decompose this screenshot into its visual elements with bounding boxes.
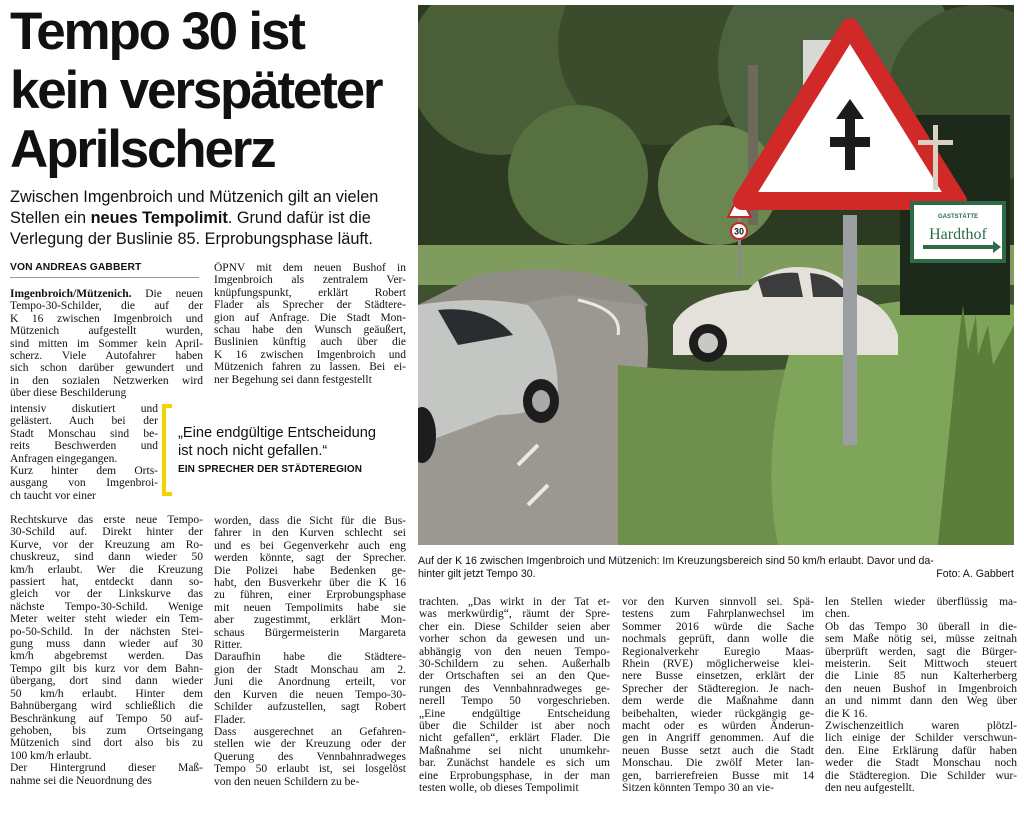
article-line: mit neuen Tempolimits habe sie xyxy=(214,601,406,614)
article-line: schaus Bürgermeisterin Margareta xyxy=(214,626,406,639)
article-line: Juni die Anordnung erteilt, vor xyxy=(214,676,406,689)
article-line: neuen Busse setzt auch die Stadt xyxy=(622,744,814,757)
article-line: Kurve, vor der Kreuzung am Ro- xyxy=(10,538,203,551)
article-line: Regionalverkehr Euregio Maas- xyxy=(622,645,814,658)
article-line: Ob das Tempo 30 überall in die- xyxy=(825,620,1017,633)
road-scene-illustration xyxy=(418,5,1014,545)
article-line: übergang, dort sind dann wieder xyxy=(10,675,203,688)
article-line: die Städteregion. Die Schilder wur- xyxy=(825,769,1017,782)
article-line: über die Schilder ist aber noch xyxy=(419,720,610,733)
article-column-1-wrap xyxy=(10,403,158,502)
subtitle-line: Zwischen Imgenbroich und Mützenich gilt an vielen xyxy=(10,188,379,206)
article-line: reits Beschwerden und xyxy=(10,440,158,453)
article-line: meisterin. Seit Mittwoch steuert xyxy=(825,658,1017,671)
article-line: ausgang von Imgenbroi- xyxy=(10,477,158,490)
headline-line: Aprilscherz xyxy=(10,120,275,179)
article-line: Rechtskurve das erste neue Tempo- xyxy=(10,514,203,526)
article-line: trachten. „Das wirkt in der Tat et- xyxy=(419,596,610,608)
article-line: nere Busse einsetzen, erklärt der xyxy=(622,670,814,683)
article-line: in den sozialen Netzwerken wird xyxy=(10,374,203,387)
article-line: Tempo 50 erlaubt ist, sei losgelöst xyxy=(214,763,406,776)
article-line: gion der Stadt Monschau am 2. xyxy=(214,663,406,676)
article-line: Sitzen könnten Tempo 30 an vie- xyxy=(622,782,774,795)
article-line: beibehalten, wieder rückgängig ge- xyxy=(622,707,814,720)
article-line: der Ortschaften sei an den Que- xyxy=(419,670,610,683)
article-line: testen wolle, ob dieses Tempolimit xyxy=(419,782,579,795)
article-line: den Kurven die neuen Tempo-30- xyxy=(214,688,406,701)
article-line: sich schon darüber gewundert und xyxy=(10,362,203,375)
article-line: abhängig von den neuen Tempo- xyxy=(419,645,610,658)
article-line: Meter weiter steht wieder ein Tem- xyxy=(10,613,203,626)
article-line: Maßnahme sei nicht unumkehr- xyxy=(419,744,610,757)
article-line: gelästert. Auch bei der xyxy=(10,415,158,428)
article-line: nächste Tempo-30-Schild. Wenige xyxy=(10,600,203,613)
article-line: nochmals geprüft, dann wolle die xyxy=(622,633,814,646)
quote-bracket xyxy=(162,404,172,496)
article-line: vorher schon da gewesen und un- xyxy=(419,633,610,646)
article-line: Mützenich fahren zu lassen. Bei ei- xyxy=(214,361,406,374)
caption-text: hinter gilt jetzt Tempo 30. xyxy=(418,568,536,580)
byline: VON ANDREAS GABBERT xyxy=(10,262,199,278)
article-line: worden, dass die Sicht für die Bus- xyxy=(214,515,406,527)
article-line: von den neuen Schildern zu be- xyxy=(214,775,360,788)
article-line: Schilder aufzustellen, sagt Robert xyxy=(214,701,406,714)
article-line: gen, barrierefreien Busse mit 14 xyxy=(622,769,814,782)
article-line: scherz. Viele Autofahrer haben xyxy=(10,350,203,363)
article-line: K 16 zwischen Imgenbroich und xyxy=(214,348,406,361)
article-line: po-50-Schild. In der nächsten Stei- xyxy=(10,625,203,638)
article-line: Ritter. xyxy=(214,639,243,652)
article-column-2 xyxy=(214,262,406,386)
article-line: nahme sei die Neuordnung des xyxy=(10,774,152,787)
article-line: Beschränkung auf Tempo 50 auf- xyxy=(10,712,203,725)
article-photo xyxy=(418,5,1014,545)
article-line: was merkwürdig“, räumt der Spre- xyxy=(419,608,610,621)
article-line: fahrer in den Kurven schlecht sei xyxy=(214,527,406,540)
article-line: ner Begehung sei dann festgestellt xyxy=(214,373,372,386)
article-line: über diese Beschilderung xyxy=(10,387,127,400)
article-column-3 xyxy=(419,596,610,795)
article-line: nicht gefallen“, erklärt Flader. Die xyxy=(419,732,610,745)
article-line: Mützenich sind dort also bis zu xyxy=(10,737,203,750)
article-line: weder die Stadt Monschau noch xyxy=(825,757,1017,770)
photo-credit: Foto: A. Gabbert xyxy=(936,568,1014,580)
caption-line-2 xyxy=(418,568,1014,581)
article-line: Monschau. Die zwölf Meter lan- xyxy=(622,757,814,770)
article-line: vor den Kurven sinnvoll sei. Spä- xyxy=(622,596,814,608)
article-line: Imgenbroich als zentralem Ver- xyxy=(214,274,406,287)
subtitle-line: Verlegung der Buslinie 85. Erprobungsphase läuft. xyxy=(10,230,373,248)
subtitle xyxy=(10,187,410,250)
article-line: Flader. xyxy=(214,713,246,726)
article-line: Bahnübergang wird schließlich die xyxy=(10,700,203,713)
article-line: km/h erlaubt. Wer die Kreuzung xyxy=(10,563,203,576)
article-column-1-continued xyxy=(10,514,203,787)
article-line: dem werde die Maßnahme dann xyxy=(622,695,814,708)
article-line: Zwischenzeitlich waren plötzl- xyxy=(825,720,1017,733)
article-line: werden könnte, sagt der Sprecher. xyxy=(214,552,406,565)
article-line: stellen wie der Kreuzung oder der xyxy=(214,738,406,751)
quote-line: ist noch nicht gefallen.“ xyxy=(178,443,328,459)
article-line: intensiv diskutiert und xyxy=(10,403,158,415)
article-column-5 xyxy=(825,596,1017,795)
article-line: Flader als Sprecher der Städtere- xyxy=(214,299,406,312)
article-line: 100 km/h erlaubt. xyxy=(10,749,92,762)
photo-caption xyxy=(418,555,1014,581)
article-line: und es bei Gegenverkehr auch eng xyxy=(214,539,406,552)
article-line: zu führen, einer Erprobungsphase xyxy=(214,589,406,602)
article-column-1 xyxy=(10,288,203,400)
article-line: gion auf Anfrage. Die Stadt Mon- xyxy=(214,311,406,324)
quote-text xyxy=(178,424,376,460)
article-line: gleich vor der Linkskurve das xyxy=(10,588,203,601)
article-line: überprüft werden, sagt die Bürger- xyxy=(825,645,1017,658)
article-line: macht oder es würden Änderun- xyxy=(622,720,814,733)
article-line: passiert hat, entdeckt dann so- xyxy=(10,576,203,589)
article-line: Dass ausgerechnet an Gefahren- xyxy=(214,725,406,738)
article-line: Stadt Monschau sind be- xyxy=(10,427,158,440)
headline-line: kein verspäteter xyxy=(10,61,382,120)
article-line: Daraufhin habe die Städtere- xyxy=(214,651,406,664)
article-line: sind mitten im Sommer kein April- xyxy=(10,337,203,350)
caption-line-1: Auf der K 16 zwischen Imgenbroich und Mützenich: Im Kreuzungsbereich sind 50 km/h erlaubt. Davor und da- xyxy=(418,555,934,567)
article-line: eine Erprobungsphase, in der man xyxy=(419,769,610,782)
article-line: Die Polizei habe Bedenken ge- xyxy=(214,564,406,577)
article-line: Rhein (RVE) möglicherweise klei- xyxy=(622,658,814,671)
article-line: gung muss dann wieder auf 30 xyxy=(10,638,203,651)
article-line: 30-Schildern zu sehen. Außerhalb xyxy=(419,658,610,671)
article-line: Sprecher der Städteregion. Je nach- xyxy=(622,682,814,695)
article-line: ÖPNV mit dem neuen Bushof in xyxy=(214,262,406,274)
pull-quote xyxy=(162,404,407,498)
article-line: an und nimmt dann den Weg über xyxy=(825,695,1017,708)
article-line: bar. Zunächst handele es sich um xyxy=(419,757,610,770)
article-column-2-continued xyxy=(214,515,406,788)
article-line: Kurz hinter dem Orts- xyxy=(10,465,158,478)
inn-sign-subtitle: GASTSTÄTTE xyxy=(938,214,978,220)
article-line: rungen des Vennbahnradweges ge- xyxy=(419,682,610,695)
article-line: die Linie 85 nun Kalterherberg xyxy=(825,670,1017,683)
speed-limit-sign-text: 30 xyxy=(733,226,745,237)
article-line: Querung des Vennbahnradweges xyxy=(214,750,406,763)
article-line: ch taucht vor einer xyxy=(10,489,96,502)
article-line: schau habe den Wunsch geäußert, xyxy=(214,324,406,337)
quote-line: „Eine endgültige Entscheidung xyxy=(178,425,376,441)
article-line: 50 km/h erlaubt. Hinter dem xyxy=(10,687,203,700)
article-line: Imgenbroich/Mützenich. Die neuen xyxy=(10,288,203,300)
quote-attribution: EIN SPRECHER DER STÄDTEREGION xyxy=(178,464,363,475)
article-line: 30-Schild auf. Direkt hinter der xyxy=(10,526,203,539)
article-line: sem Maße nötig sei, müsse zeitnah xyxy=(825,633,1017,646)
subtitle-line: Stellen ein neues Tempolimit. Grund dafür ist die xyxy=(10,209,371,227)
article-line: chuskreuz, sind dann wieder 50 xyxy=(10,551,203,564)
article-line: gehoben, bis zum Ortseingang xyxy=(10,724,203,737)
article-line: knüpfungspunkt, erklärt Robert xyxy=(214,286,406,299)
article-line: len Stellen wieder überflüssig ma- xyxy=(825,596,1017,608)
article-line: Mützenich aufgestellt wurden, xyxy=(10,325,203,338)
article-line: km/h abgebremst werden. Das xyxy=(10,650,203,663)
article-line: K 16 zwischen Imgenbroich und xyxy=(10,312,203,325)
article-line: Buslinien künftig auch über die xyxy=(214,336,406,349)
article-line: gen in Angriff genommen. Auf die xyxy=(622,732,814,745)
article-line: Der Hintergrund dieser Maß- xyxy=(10,762,203,775)
article-line: testens zum Fahrplanwechsel im xyxy=(622,608,814,621)
article-line: aber zugestimmt, erklärt Mon- xyxy=(214,614,406,627)
article-line: chen. xyxy=(825,608,850,621)
article-column-4 xyxy=(622,596,814,795)
article-line: nerell Tempo 50 vorgeschrieben. xyxy=(419,695,610,708)
article-line: Tempo-30-Schilder, die auf der xyxy=(10,300,203,313)
article-line: Anfragen eingegangen. xyxy=(10,452,118,465)
article-line: habt, den Busverkehr über die K 16 xyxy=(214,577,406,590)
article-line: den neu aufgestellt. xyxy=(825,782,915,795)
headline xyxy=(10,2,410,179)
article-line: den. Eine Erklärung dafür haben xyxy=(825,744,1017,757)
headline-line: Tempo 30 ist xyxy=(10,2,304,61)
article-line: den neuen Bushof in Imgenbroich xyxy=(825,682,1017,695)
inn-sign-name: Hardthof xyxy=(929,226,987,243)
article-line: die K 16. xyxy=(825,707,868,720)
article-line: Tempo gilt bis kurz vor dem Bahn- xyxy=(10,662,203,675)
article-line: Sommer 2016 würde die Sache xyxy=(622,620,814,633)
article-line: cher ein. Diese Schilder seien aber xyxy=(419,620,610,633)
article-line: „Eine endgültige Entscheidung xyxy=(419,707,610,720)
article-line: lich einige der Schilder verschwun- xyxy=(825,732,1017,745)
